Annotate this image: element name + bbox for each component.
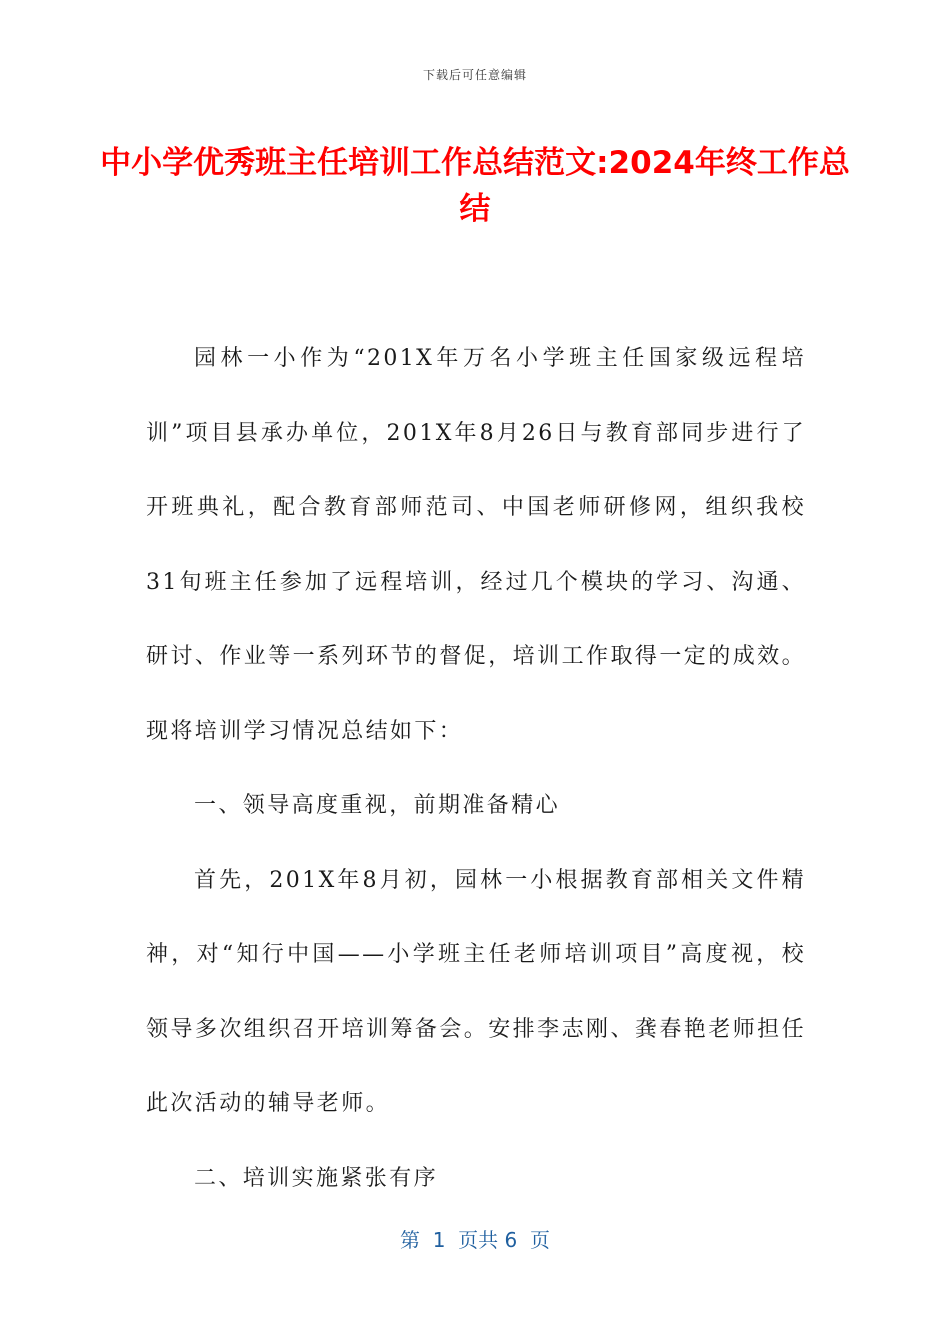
paragraph-section-1: 首先，201X年8月初，园林一小根据教育部相关文件精神，对“知行中国——小学班主任老师培训项目”高度视，校领导多次组织召开培训筹备会。安排李志刚、龚春艳老师担任此次活动的辅导老师。 [146,867,806,1116]
document-body [146,322,806,1216]
paragraph-intro: 园林一小作为“201X年万名小学班主任国家级远程培训”项目县承办单位，201X年8月26日与教育部同步进行了开班典礼，配合教育部师范司、中国老师研修网，组织我校31旬班主任参加了远程培训，经过几个模块的学习、沟通、研讨、作业等一系列环节的督促，培训工作取得一定的成效。现将培训学习情况总结如下： [146,346,806,744]
header-note: 下载后可任意编辑 [422,68,527,82]
section-heading-1: 一、领导高度重视，前期准备精心 [194,793,561,818]
section-heading-2: 二、培训实施紧张有序 [194,1165,439,1191]
document-title: 中小学优秀班主任培训工作总结范文:2024年终工作总结 [100,145,850,227]
page-footer: 第 1 页共 6 页 [400,1228,550,1252]
